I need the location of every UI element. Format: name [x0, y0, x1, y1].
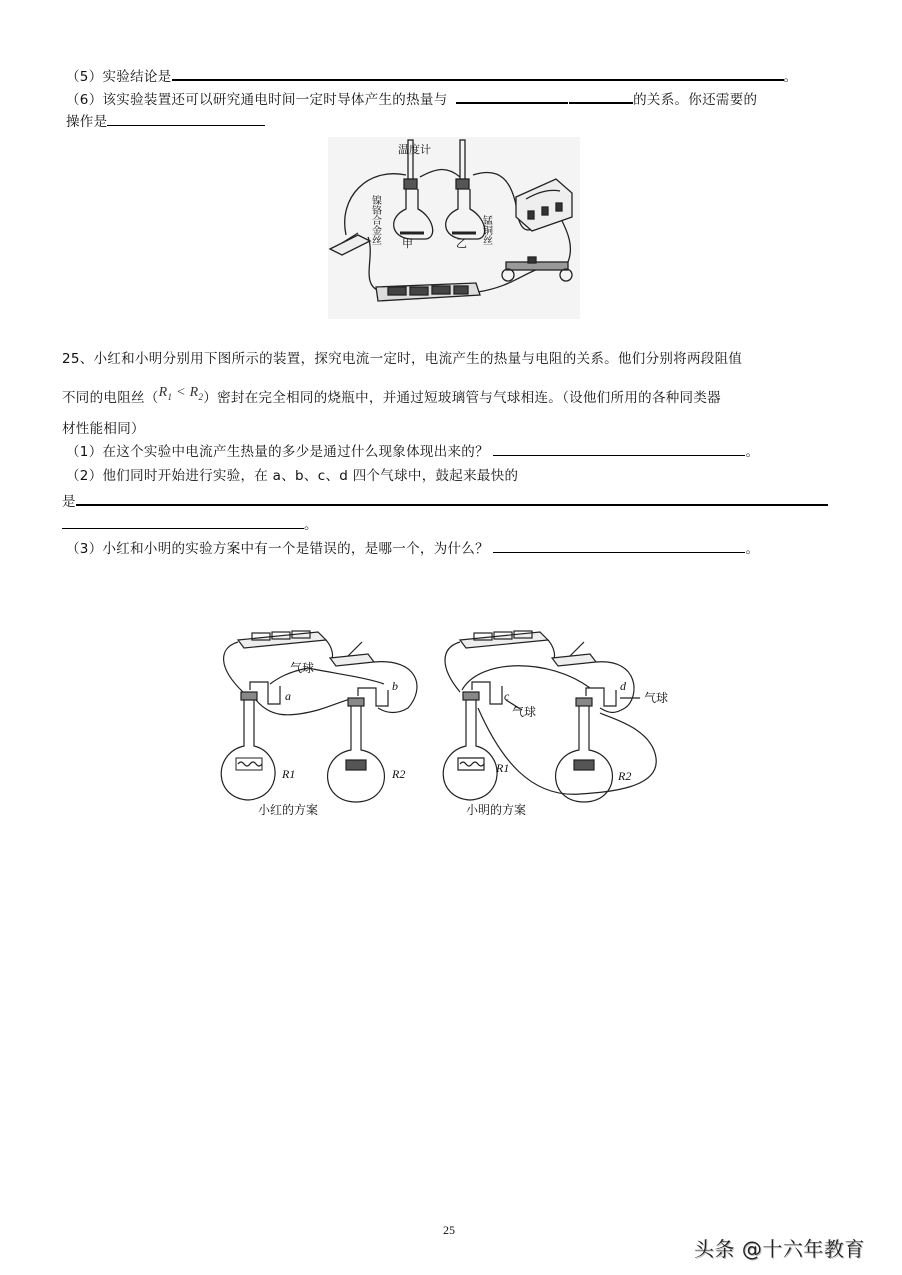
q25-item1-prefix: （1）在这个实验中电流产生热量的多少是通过什么现象体现出来的？: [66, 444, 489, 460]
balloon-b-label: b: [392, 679, 398, 693]
q24-item6-line2-prefix: 操作是: [66, 114, 108, 130]
r1-less-than-r2-formula: $R_1 < R_2$: [158, 385, 204, 402]
r2-label: R2: [618, 769, 632, 783]
q25-item2-prefix: （2）他们同时开始进行实验，在 a、b、c、d 四个气球中，鼓起来最快的: [66, 468, 519, 484]
balloon-label: 气球: [290, 661, 315, 675]
thermometer-label: 温度计: [398, 143, 431, 156]
q24-item5-suffix: 。: [783, 69, 798, 85]
balloon-d-label: d: [620, 679, 626, 693]
q24-item6-line2: [66, 113, 265, 131]
q24-item6-suffix: 的关系。你还需要的: [633, 92, 758, 108]
q24-item6-prefix: （6）该实验装置还可以研究通电时间一定时导体产生的热量与: [66, 92, 448, 108]
q25-item1-suffix: 。: [745, 444, 760, 460]
flask-yi-label: 乙: [456, 237, 467, 250]
xiaoming-caption: 小明的方案: [466, 803, 527, 817]
r1-label: R1: [282, 767, 296, 781]
q25-intro-text-3: 材性能相同）: [62, 421, 145, 437]
q24-item6: [66, 90, 757, 109]
q25-intro-text-2a: 不同的电阻丝（: [62, 390, 159, 406]
xiaoming-setup-figure: [430, 618, 695, 818]
balloon-label-left: 气球: [512, 705, 537, 719]
q24-circuit-figure: [328, 137, 580, 319]
q25-item3: [66, 540, 759, 558]
balloon-a-label: a: [285, 689, 291, 703]
q25-item2-line2-prefix: 是: [62, 494, 76, 510]
q24-item5-prefix: （5）实验结论是: [66, 69, 172, 85]
manganin-wire-label: 锰铜丝: [480, 215, 492, 245]
q25-item2-line2: [62, 492, 828, 511]
balloon-label-right: 气球: [644, 691, 669, 705]
q25-item2-answer-blank-2[interactable]: [62, 516, 304, 529]
q25-item2-answer-blank-1[interactable]: [76, 492, 828, 506]
nichrome-wire-label: 镍铬合金丝: [369, 195, 381, 245]
r2-label: R2: [392, 767, 406, 781]
q25-intro-line3: [62, 420, 145, 438]
r1-label: R1: [496, 761, 510, 775]
q25-intro-text-1: 25、小红和小明分别用下图所示的装置，探究电流一定时，电流产生的热量与电阻的关系。他们分别将两段阻值: [62, 351, 743, 367]
flask-jia-label: 甲: [402, 237, 413, 250]
q24-item6-answer-blank-1[interactable]: [456, 90, 568, 104]
xiaohong-caption: 小红的方案: [258, 803, 319, 817]
q25-item3-suffix: 。: [745, 541, 760, 557]
watermark: 头条 @十六年教育: [694, 1237, 865, 1261]
q25-item2-suffix: 。: [304, 517, 318, 533]
q25-item2: [66, 467, 518, 485]
page-number: 25: [443, 1223, 455, 1237]
q25-item3-answer-blank[interactable]: [493, 540, 745, 553]
q25-item1-answer-blank[interactable]: [493, 443, 745, 456]
q25-intro-text-2b: ）密封在完全相同的烧瓶中，并通过短玻璃管与气球相连。（设他们所用的各种同类器: [203, 390, 721, 406]
q25-intro-line1: [62, 350, 742, 368]
q24-item5-answer-blank[interactable]: [172, 67, 784, 81]
q24-item6-answer-blank-2[interactable]: [569, 90, 633, 104]
q24-item5: [66, 67, 797, 86]
q25-item2-line3: [62, 516, 318, 534]
q25-item1: [66, 443, 759, 461]
balloon-c-label: c: [504, 689, 510, 703]
xiaohong-setup-figure: [208, 618, 430, 818]
q24-item6-operation-blank[interactable]: [107, 113, 265, 126]
q25-intro-line2: [62, 385, 721, 412]
q25-item3-prefix: （3）小红和小明的实验方案中有一个是错误的，是哪一个，为什么？: [66, 541, 489, 557]
